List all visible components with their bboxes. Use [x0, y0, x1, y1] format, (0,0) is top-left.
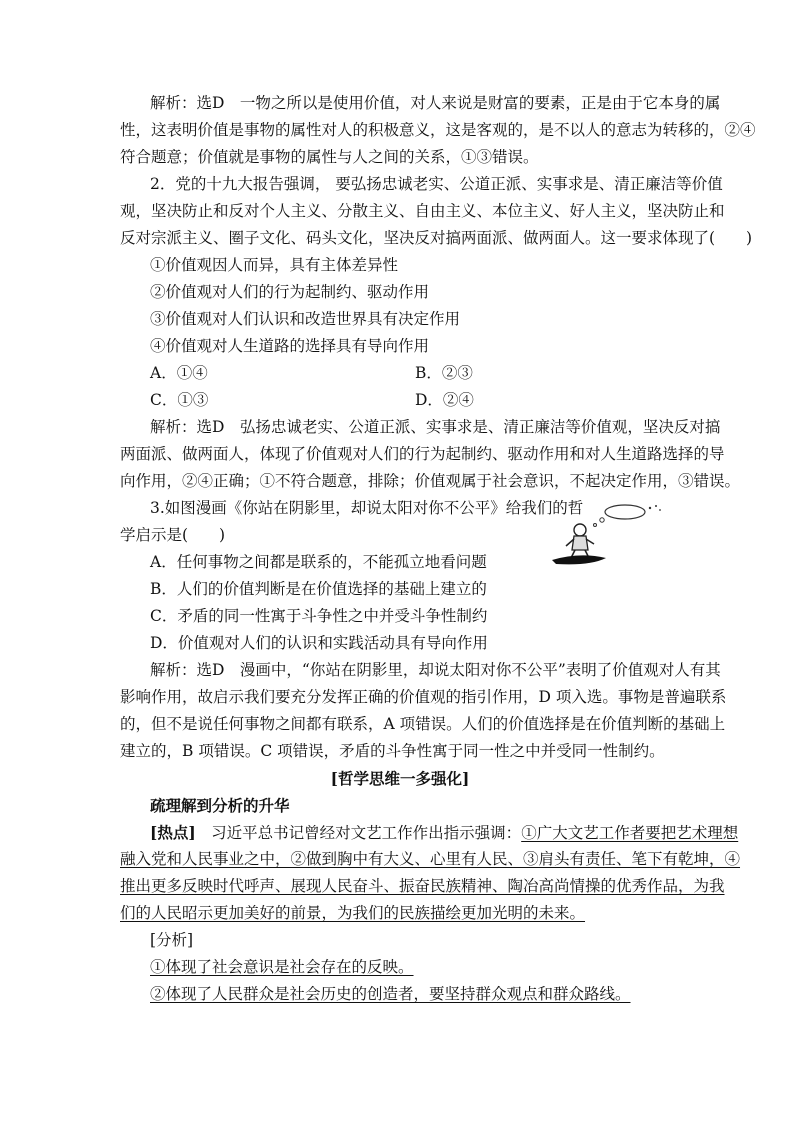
question-2-item-3: ③价值观对人们认识和改造世界具有决定作用 — [150, 310, 461, 328]
analysis-point-2 — [120, 981, 680, 1008]
question-3-option-d: D．价值观对人们的认识和实践活动具有导向作用 — [150, 634, 488, 652]
question-3-option-c: C．矛盾的同一性寓于斗争性之中并受斗争性制约 — [150, 607, 488, 625]
thought-bubble — [594, 505, 661, 527]
hot-label: [热点] — [150, 823, 196, 842]
option-a: A．①④ — [150, 364, 208, 382]
question-2-line-2: 观，坚决防止和反对个人主义、分散主义、自由主义、本位主义、好人主义，坚决防止和 — [120, 202, 725, 220]
question-3-option-b: B．人们的价值判断是在价值选择的基础上建立的 — [150, 580, 487, 598]
question-2-item-1: ①价值观因人而异，具有主体差异性 — [150, 256, 399, 274]
hot-line-1 — [120, 819, 739, 846]
question-2-options-row-1 — [120, 360, 680, 387]
question-2-analysis-line-2: 两面派、做两面人，体现了价值观对人们的行为起制约、驱动作用和对人生道路选择的导 — [120, 445, 725, 463]
option-b: B．②③ — [415, 364, 473, 382]
hot-line-4 — [120, 900, 680, 927]
hot-line-2-text: 融入党和人民事业之中，②做到胸中有大义、心里有人民、③肩头有责任、笔下有乾坤，④ — [120, 850, 741, 868]
section-subtitle: 疏理解到分析的升华 — [150, 796, 290, 815]
analysis-point-1-text: ①体现了社会意识是社会存在的反映。 — [150, 958, 414, 976]
hot-line-1-underlined: ①广大文艺工作者要把艺术理想 — [521, 824, 739, 842]
question-2-analysis-line-3: 向作用，②④正确；①不符合题意，排除；价值观属于社会意识，不起决定作用，③错误。 — [120, 472, 741, 490]
question-2-item-4: ④价值观对人生道路的选择具有导向作用 — [150, 337, 430, 355]
question-3-line-1: 3.如图漫画《你站在阴影里，却说太阳对你不公平》给我们的哲 — [150, 499, 584, 517]
option-c: C．①③ — [150, 391, 209, 409]
analysis-point-1 — [120, 954, 680, 981]
question-3-analysis-line-2: 影响作用，故启示我们要充分发挥正确的价值观的指引作用，D 项入选。事物是普遍联系 — [120, 688, 727, 706]
section-title: [哲学思维一多强化] — [330, 769, 470, 788]
question-3-analysis-line-4: 建立的，B 项错误。C 项错误，矛盾的斗争性寓于同一性之中并受同一性制约。 — [120, 742, 665, 760]
hot-line-1-plain: 习近平总书记曾经对文艺工作作出指示强调： — [195, 824, 522, 842]
question-2-analysis-line-1: 解析：选D 弘扬忠诚老实、公道正派、实事求是、清正廉洁等价值观，坚决反对搞 — [150, 418, 721, 436]
question-2-options-row-2 — [120, 387, 680, 414]
question-3-analysis-line-3: 的，但不是说任何事物之间都有联系，A 项错误。人们的价值选择是在价值判断的基础上 — [120, 715, 726, 733]
analysis-1-line-1: 解析：选D 一物之所以是使用价值，对人来说是财富的要素，正是由于它本身的属 — [150, 94, 721, 112]
question-2-line-1: 2．党的十九大报告强调， 要弘扬忠诚老实、公道正派、实事求是、清正廉洁等价值 — [150, 175, 723, 193]
analysis-label: [分析] — [150, 931, 194, 949]
hot-line-3-text: 推出更多反映时代呼声、展现人民奋斗、振奋民族精神、陶冶高尚情操的优秀作品，为我 — [120, 877, 725, 895]
hot-line-3 — [120, 873, 725, 900]
hot-line-4-text: 们的人民昭示更加美好的前景，为我们的民族描绘更加光明的未来。 — [120, 904, 586, 922]
question-2-line-3: 反对宗派主义、圈子文化、码头文化，坚决反对搞两面派、做两面人。这一要求体现了( ) — [120, 229, 753, 247]
cartoon-illustration — [550, 498, 668, 566]
question-2-item-2: ②价值观对人们的行为起制约、驱动作用 — [150, 283, 430, 301]
figure — [566, 524, 594, 558]
question-3-option-a: A．任何事物之间都是联系的，不能孤立地看问题 — [150, 553, 487, 571]
question-3-line-2: 学启示是( ) — [120, 526, 226, 544]
analysis-1-line-2: 性，这表明价值是事物的属性对人的积极意义，这是客观的，是不以人的意志为转移的，②④ — [120, 121, 756, 139]
option-d: D．②④ — [415, 391, 474, 409]
hot-line-2 — [120, 846, 741, 873]
question-3-analysis-line-1: 解析：选D 漫画中，“你站在阴影里，却说太阳对你不公平”表明了价值观对人有其 — [150, 661, 721, 679]
shadow — [552, 555, 606, 564]
analysis-1-line-3: 符合题意；价值就是事物的属性与人之间的关系，①③错误。 — [120, 148, 539, 166]
analysis-point-2-text: ②体现了人民群众是社会历史的创造者，要坚持群众观点和群众路线。 — [150, 985, 631, 1003]
